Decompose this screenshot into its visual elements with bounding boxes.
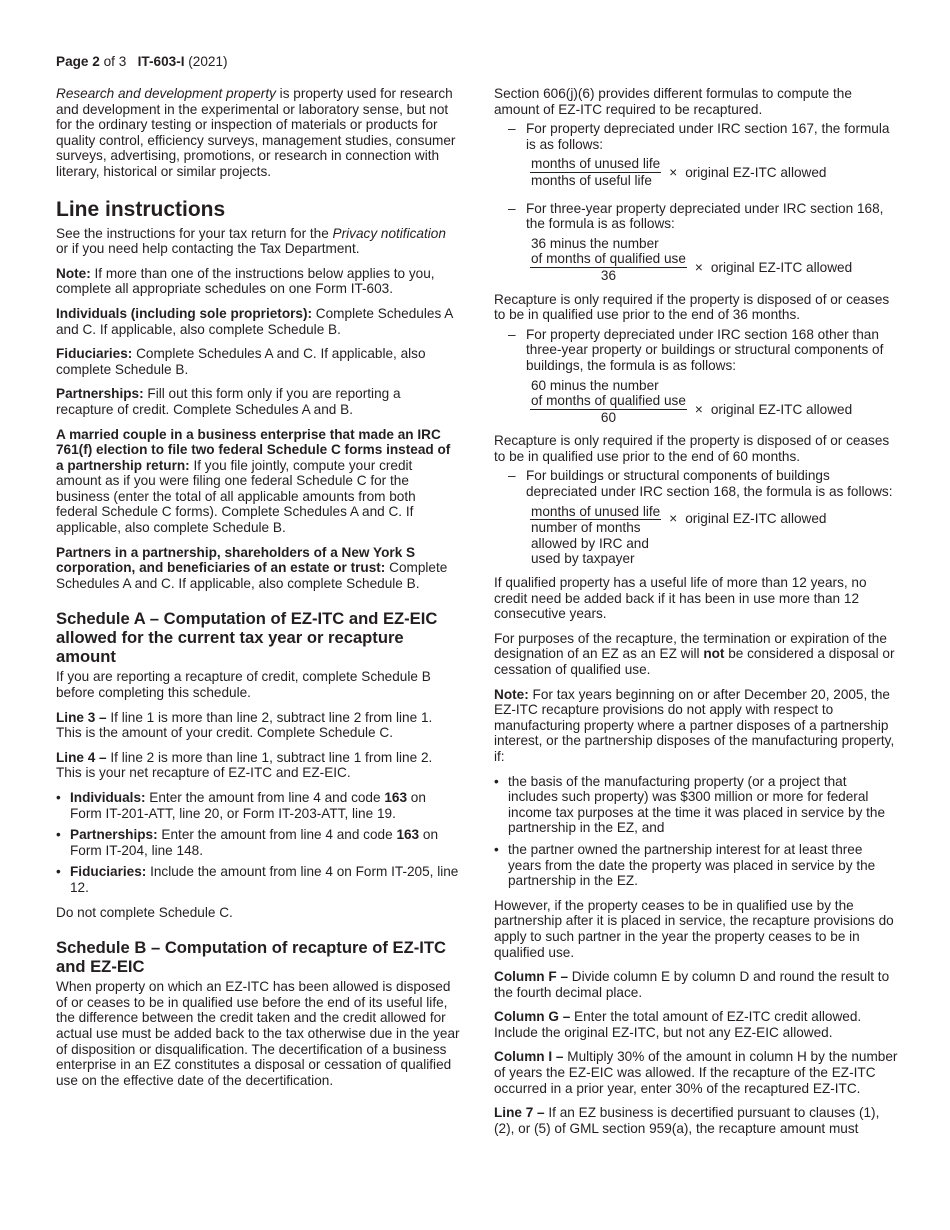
recapture-36-note: Recapture is only required if the property is disposed of or ceases to be in qualified use prior to the end of 36 months. <box>494 291 890 323</box>
page-header <box>56 54 228 70</box>
numerator: of months of qualified use <box>531 251 686 267</box>
page-number: 2 <box>92 54 100 69</box>
rd-text: is property used for research and development in the experimental or laboratory sense, but not for the ordinary testing or inspection of materials or products for quality control, efficiency surveys, management studies, consumer surveys, advertising, promotions, or research in connection with literary, historical or similar projects. <box>56 86 456 179</box>
bullet-text: Include the amount from line 4 on Form IT-205, line 12. <box>70 864 459 895</box>
line-3-label: Line 3 – <box>56 709 107 725</box>
denominator: 60 <box>600 409 617 425</box>
column-f-text: Divide column E by column D and round the result to the fourth decimal place. <box>494 969 890 1000</box>
formula-167 <box>530 156 898 188</box>
privacy-italic: Privacy notification <box>332 225 446 241</box>
individuals-label: Individuals (including sole proprietors): <box>56 305 313 321</box>
rd-term: Research and development property <box>56 86 276 101</box>
individuals-paragraph <box>56 306 460 337</box>
dash-text: For property depreciated under IRC section 167, the formula is as follows: <box>526 121 890 152</box>
fraction <box>530 378 687 426</box>
partnerships-label: Partnerships: <box>56 386 144 402</box>
schedule-b-text: When property on which an EZ-ITC has been allowed is disposed of or ceases to be in qualified use before the end of its useful life, the difference between the credit taken and the credit allowed for actual use must be added back to the tax otherwise due in the year of disposition or disqualification. The decertification of a business enterprise in an EZ constitutes a disposal or cessation of qualified use on the effective date of the decertification. <box>56 979 460 1088</box>
times-sign: × <box>694 401 703 417</box>
column-f-label: Column F – <box>494 969 569 985</box>
list-item <box>56 827 460 858</box>
fraction <box>530 236 687 284</box>
bullet-text: on Form IT-201-ATT, line 20, or Form IT-203-ATT, line 19. <box>70 790 426 821</box>
note-paragraph <box>56 266 460 297</box>
page-of: of 3 <box>103 54 127 69</box>
individuals-text: Complete Schedules A and C. If applicable, also complete Schedule B. <box>56 305 453 337</box>
privacy-text-a: See the instructions for your tax return for the <box>56 225 333 241</box>
original-itc: original EZ-ITC allowed <box>685 164 827 180</box>
privacy-paragraph <box>56 226 460 257</box>
manufacturing-conditions-list <box>494 774 898 889</box>
dash-text: For three-year property depreciated under IRC section 168, the formula is as follows: <box>526 200 884 232</box>
line-instructions-heading: Line instructions <box>56 197 226 221</box>
form-number: IT-603-I <box>137 54 185 69</box>
married-text: If you file jointly, compute your credit amount as if you were filing one federal Schedule C for the business (enter the total of all applicable amounts from both federal Schedule C forms). Complete Schedules A and C. If applicable, also complete Schedule B. <box>56 457 416 536</box>
list-item <box>56 864 460 895</box>
dash-mark: – <box>508 468 516 484</box>
code-163: 163 <box>396 827 420 843</box>
partners-label: Partners in a partnership, shareholders of a New York S corporation, and beneficiaries of an estate or trust: <box>56 544 416 576</box>
fraction <box>530 504 661 567</box>
left-column <box>56 86 460 1097</box>
line-7-paragraph <box>494 1105 898 1136</box>
note-label: Note: <box>494 686 529 702</box>
times-sign: × <box>669 510 678 526</box>
rd-property-definition <box>56 86 460 180</box>
times-sign: × <box>669 164 678 180</box>
column-i-text: Multiply 30% of the amount in column H by the number of years the EZ-EIC was allowed. If the recapture of the EZ-ITC occurred in a prior year, enter 30% of the recaptured EZ-ITC. <box>494 1049 898 1096</box>
no-schedule-c: Do not complete Schedule C. <box>56 904 233 920</box>
note-label: Note: <box>56 265 91 281</box>
purposes-paragraph <box>494 631 898 678</box>
numerator: months of unused life <box>531 156 661 172</box>
note-text: For tax years beginning on or after December 20, 2005, the EZ-ITC recapture provisions do not apply with respect to manufacturing property where a partner disposes of a partnership interest, or the partnership disposes of the manufacturing property, if: <box>494 686 895 764</box>
however-paragraph: However, if the property ceases to be in qualified use by the partnership after it is placed in service, the recapture provisions do apply to such partner in the year the property ceases to be in qualified use. <box>494 897 894 960</box>
column-f-paragraph <box>494 969 898 1000</box>
privacy-text-b: or if you need help contacting the Tax Department. <box>56 241 360 257</box>
schedule-b-heading: Schedule B – Computation of recapture of EZ-ITC and EZ-EIC <box>56 938 446 977</box>
bullet-label: Partnerships: <box>70 827 158 843</box>
schedule-a-intro: If you are reporting a recapture of credit, complete Schedule B before completing this schedule. <box>56 669 431 701</box>
partners-paragraph <box>56 545 460 592</box>
code-163: 163 <box>384 790 408 805</box>
numerator-line-1: 60 minus the number <box>531 377 659 393</box>
partners-text: Complete Schedules A and C. If applicable, also complete Schedule B. <box>56 560 448 591</box>
fiduciaries-label: Fiduciaries: <box>56 346 133 362</box>
dash-item-three-year <box>494 201 898 232</box>
schedule-a-heading: Schedule A – Computation of EZ-ITC and EZ-EIC allowed for the current tax year or recapture amount <box>56 609 438 667</box>
dash-mark: – <box>508 200 516 216</box>
bullet-label: Individuals: <box>70 790 146 805</box>
recapture-60-note: Recapture is only required if the property is disposed of or ceases to be in qualified use prior to the end of 60 months. <box>494 433 890 464</box>
note-text: If more than one of the instructions below applies to you, complete all appropriate schedules on one Form IT-603. <box>56 265 435 297</box>
formula-60 <box>530 378 898 426</box>
formula-buildings <box>530 504 898 567</box>
married-couple-paragraph <box>56 427 460 536</box>
dash-text: For property depreciated under IRC section 168 other than three-year property or buildings or structural components of buildings, the formula is as follows: <box>526 326 884 373</box>
dash-item-buildings <box>494 468 898 499</box>
section-intro: Section 606(j)(6) provides different formulas to compute the amount of EZ-ITC required to be recaptured. <box>494 86 852 117</box>
line-4-label: Line 4 – <box>56 749 107 765</box>
dash-mark: – <box>508 121 516 137</box>
form-year: (2021) <box>188 54 228 69</box>
partnerships-text: Fill out this form only if you are reporting a recapture of credit. Complete Schedules A and B. <box>56 386 401 417</box>
bullet-label: Fiduciaries: <box>70 864 147 880</box>
fiduciaries-paragraph <box>56 346 460 377</box>
column-i-label: Column I – <box>494 1049 564 1065</box>
dash-text: For buildings or structural components of buildings depreciated under IRC section 168, the formula is as follows: <box>526 468 893 500</box>
numerator-line-1: 36 minus the number <box>531 235 659 251</box>
denominator-line-1: number of months <box>531 520 641 536</box>
bullet-text: Enter the amount from line 4 and code <box>145 790 385 805</box>
times-sign: × <box>694 259 703 275</box>
numerator: months of unused life <box>531 503 661 519</box>
line-3-paragraph <box>56 710 460 741</box>
bullet-text: Enter the amount from line 4 and code <box>157 827 397 843</box>
formula-36 <box>530 236 898 284</box>
denominator-line-3: used by taxpayer <box>531 551 635 567</box>
denominator: months of useful life <box>531 172 652 188</box>
useful-life-12-years: If qualified property has a useful life of more than 12 years, no credit need be added back if it has been in use more than 12 consecutive years. <box>494 575 867 622</box>
column-g-paragraph <box>494 1009 898 1040</box>
purposes-text-b: be considered a disposal or cessation of qualified use. <box>494 646 895 677</box>
purposes-not: not <box>703 646 725 662</box>
page-word: Page <box>56 54 89 69</box>
original-itc: original EZ-ITC allowed <box>685 510 827 526</box>
line-4-paragraph <box>56 750 460 781</box>
fiduciaries-text: Complete Schedules A and C. If applicable, also complete Schedule B. <box>56 346 426 377</box>
line-7-text: If an EZ business is decertified pursuant to clauses (1), (2), or (5) of GML section 959(a), the recapture amount must <box>494 1105 880 1136</box>
list-item: • the basis of the manufacturing property (or a project that includes such property) was $300 million or more for federal income tax purposes at the time it was placed in service by the partnership in the EZ, and <box>494 774 898 836</box>
married-label: A married couple in a business enterprise that made an IRC 761(f) election to file two federal Schedule C forms instead of a partnership return: <box>56 426 451 473</box>
list-item <box>56 790 460 821</box>
original-itc: original EZ-ITC allowed <box>710 401 853 417</box>
dash-item-167 <box>494 121 898 152</box>
line-4-list <box>56 790 460 896</box>
dash-item-168-other <box>494 327 898 374</box>
note-2005-paragraph <box>494 687 898 765</box>
right-column <box>494 86 898 1145</box>
column-i-paragraph <box>494 1049 898 1096</box>
denominator: 36 <box>600 267 617 283</box>
line-3-text: If line 1 is more than line 2, subtract line 2 from line 1. This is the amount of your credit. Complete Schedule C. <box>56 709 433 741</box>
original-itc: original EZ-ITC allowed <box>710 259 853 275</box>
partnerships-paragraph <box>56 386 460 417</box>
denominator-line-2: allowed by IRC and <box>531 535 649 551</box>
list-item: • the partner owned the partnership interest for at least three years from the date the property was placed in service by the partnership in the EZ. <box>494 842 898 889</box>
line-4-text: If line 2 is more than line 1, subtract line 1 from line 2. This is your net recapture of EZ-ITC and EZ-EIC. <box>56 749 433 781</box>
bullet-text: on Form IT-204, line 148. <box>70 827 439 858</box>
numerator: of months of qualified use <box>531 393 686 409</box>
column-g-text: Enter the total amount of EZ-ITC credit allowed. Include the original EZ-ITC, but not any EZ-EIC allowed. <box>494 1009 862 1040</box>
dash-mark: – <box>508 326 516 342</box>
fraction <box>530 156 661 188</box>
line-7-label: Line 7 – <box>494 1105 545 1121</box>
column-g-label: Column G – <box>494 1009 571 1025</box>
purposes-text-a: For purposes of the recapture, the termination or expiration of the designation of an EZ as an EZ will <box>494 630 887 662</box>
